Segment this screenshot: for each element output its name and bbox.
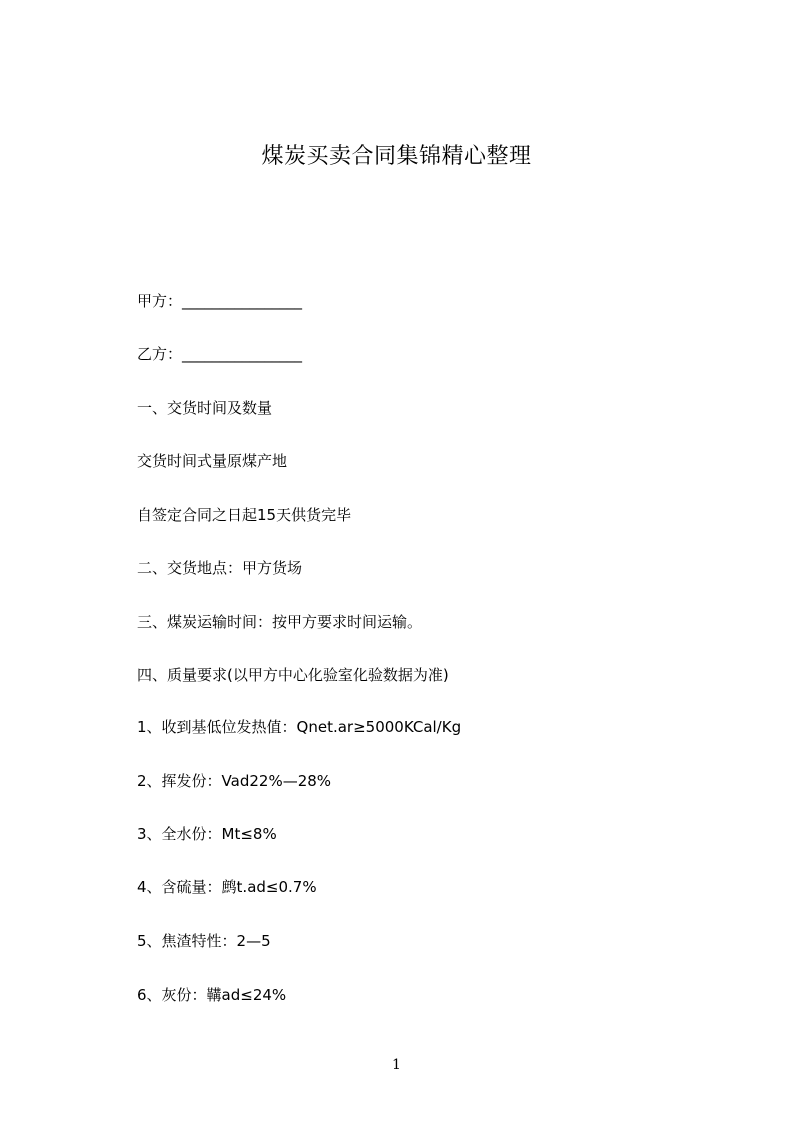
section-heading-transport: 三、煤炭运输时间：按甲方要求时间运输。 [137, 613, 423, 631]
paragraph-line: 交货时间式量原煤产地 [137, 452, 288, 470]
quality-item: 4、含硫量：鹧t.ad≤0.7% [137, 878, 317, 896]
quality-item: 1、收到基低位发热值：Qnet.ar≥5000KCal/Kg [137, 718, 462, 736]
page-number: 1 [392, 1057, 401, 1073]
document-title: 煤炭买卖合同集锦精心整理 [261, 144, 532, 169]
section-heading-quality: 四、质量要求(以甲方中心化验室化验数据为准) [137, 666, 449, 684]
section-heading-location: 二、交货地点：甲方货场 [137, 559, 303, 577]
party-a-line: 甲方：________________ [137, 292, 303, 310]
quality-item: 5、焦渣特性：2—5 [137, 932, 271, 950]
paragraph-line: 自签定合同之日起15天供货完毕 [137, 506, 352, 524]
party-b-line: 乙方：________________ [137, 345, 303, 363]
section-heading-delivery: 一、交货时间及数量 [137, 399, 273, 417]
quality-item: 3、全水份：Mt≤8% [137, 825, 277, 843]
quality-item: 2、挥发份：Vad22%—28% [137, 772, 332, 790]
quality-item: 6、灰份：鞲ad≤24% [137, 986, 287, 1004]
